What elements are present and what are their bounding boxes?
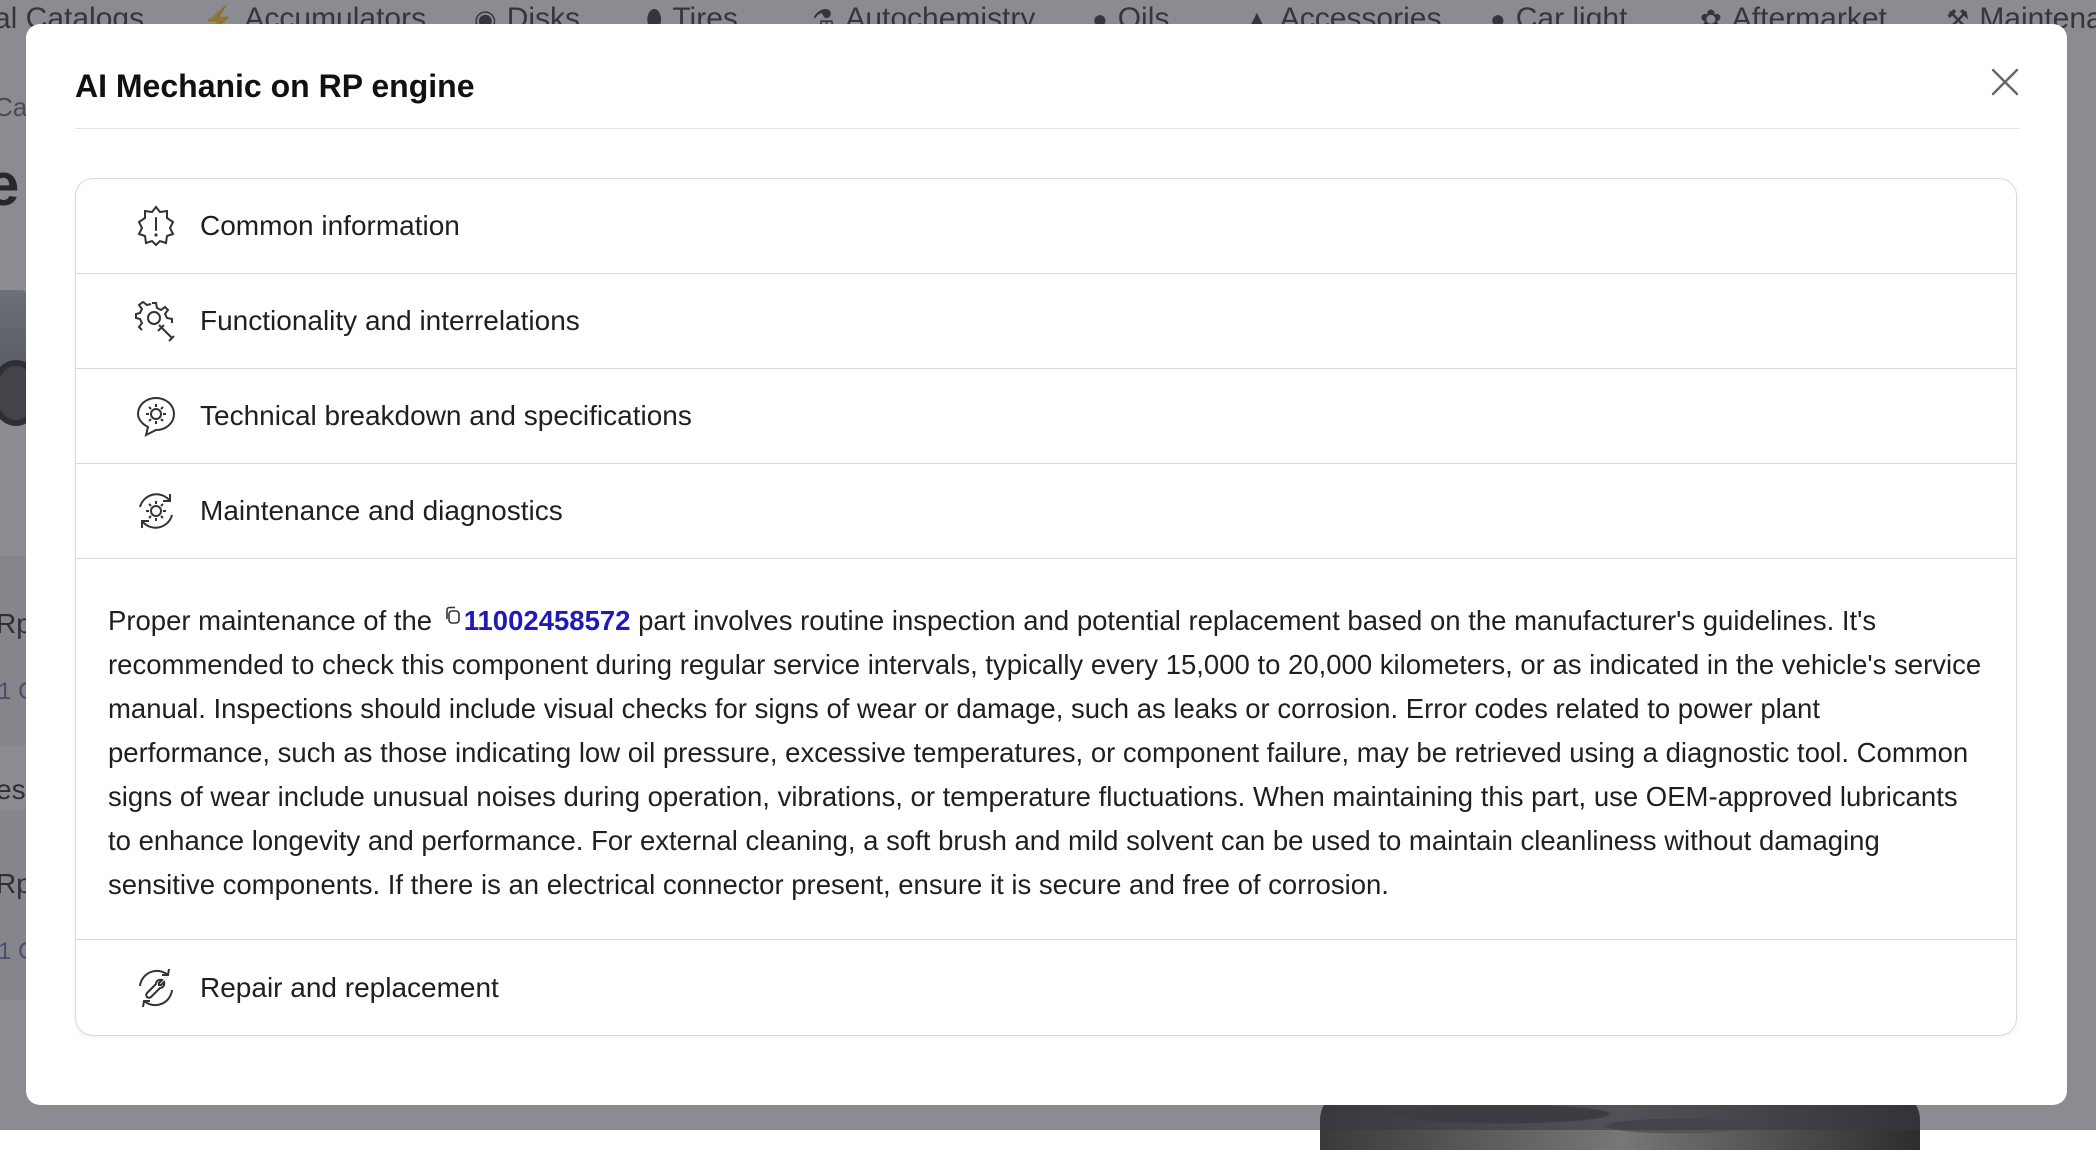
section-technical-breakdown[interactable] (76, 369, 2016, 464)
gear-wrench-icon (134, 299, 178, 343)
content-text: Proper maintenance of the (108, 605, 440, 636)
alert-badge-icon (134, 204, 178, 248)
section-label: Technical breakdown and specifications (200, 400, 692, 431)
accordion (75, 178, 2017, 1036)
copy-icon[interactable] (444, 595, 462, 639)
wrench-cycle-icon (134, 966, 178, 1010)
section-maintenance-content (76, 559, 2016, 940)
section-common-information[interactable] (76, 179, 2016, 274)
section-label: Functionality and interrelations (200, 305, 580, 336)
ai-mechanic-modal (26, 24, 2067, 1105)
section-maintenance[interactable] (76, 464, 2016, 559)
close-icon (1990, 67, 2020, 97)
content-text: part involves routine inspection and potential replacement based on the manufacturer's guidelines. It's recommended to check this component during regular service intervals, typically every 15,000 to 20,000 kilometers, or as indicated in the vehicle's service manual. Inspections should include visual checks for signs of wear or damage, such as leaks or corrosion. Error codes related to power plant performance, such as those indicating low oil pressure, excessive temperatures, or component failure, may be retrieved using a diagnostic tool. Common signs of wear include unusual noises during operation, vibrations, or temperature fluctuations. When maintaining this part, use OEM-approved lubricants to enhance longevity and performance. For external cleaning, a soft brush and mild solvent can be used to maintain cleanliness without damaging sensitive components. If there is an electrical connector present, ensure it is secure and free of corrosion. (108, 605, 1982, 900)
section-label: Common information (200, 210, 460, 241)
close-button[interactable] (1983, 60, 2027, 104)
section-label: Repair and replacement (200, 971, 499, 1003)
modal-title: AI Mechanic on RP engine (75, 68, 475, 104)
section-repair-replacement[interactable] (76, 940, 2016, 1035)
gear-chat-icon (134, 394, 178, 438)
header-divider (75, 128, 2019, 129)
section-label: Maintenance and diagnostics (200, 495, 563, 526)
part-number-link[interactable]: 11002458572 (463, 605, 631, 636)
gear-cycle-icon (134, 489, 178, 533)
section-functionality[interactable] (76, 274, 2016, 369)
